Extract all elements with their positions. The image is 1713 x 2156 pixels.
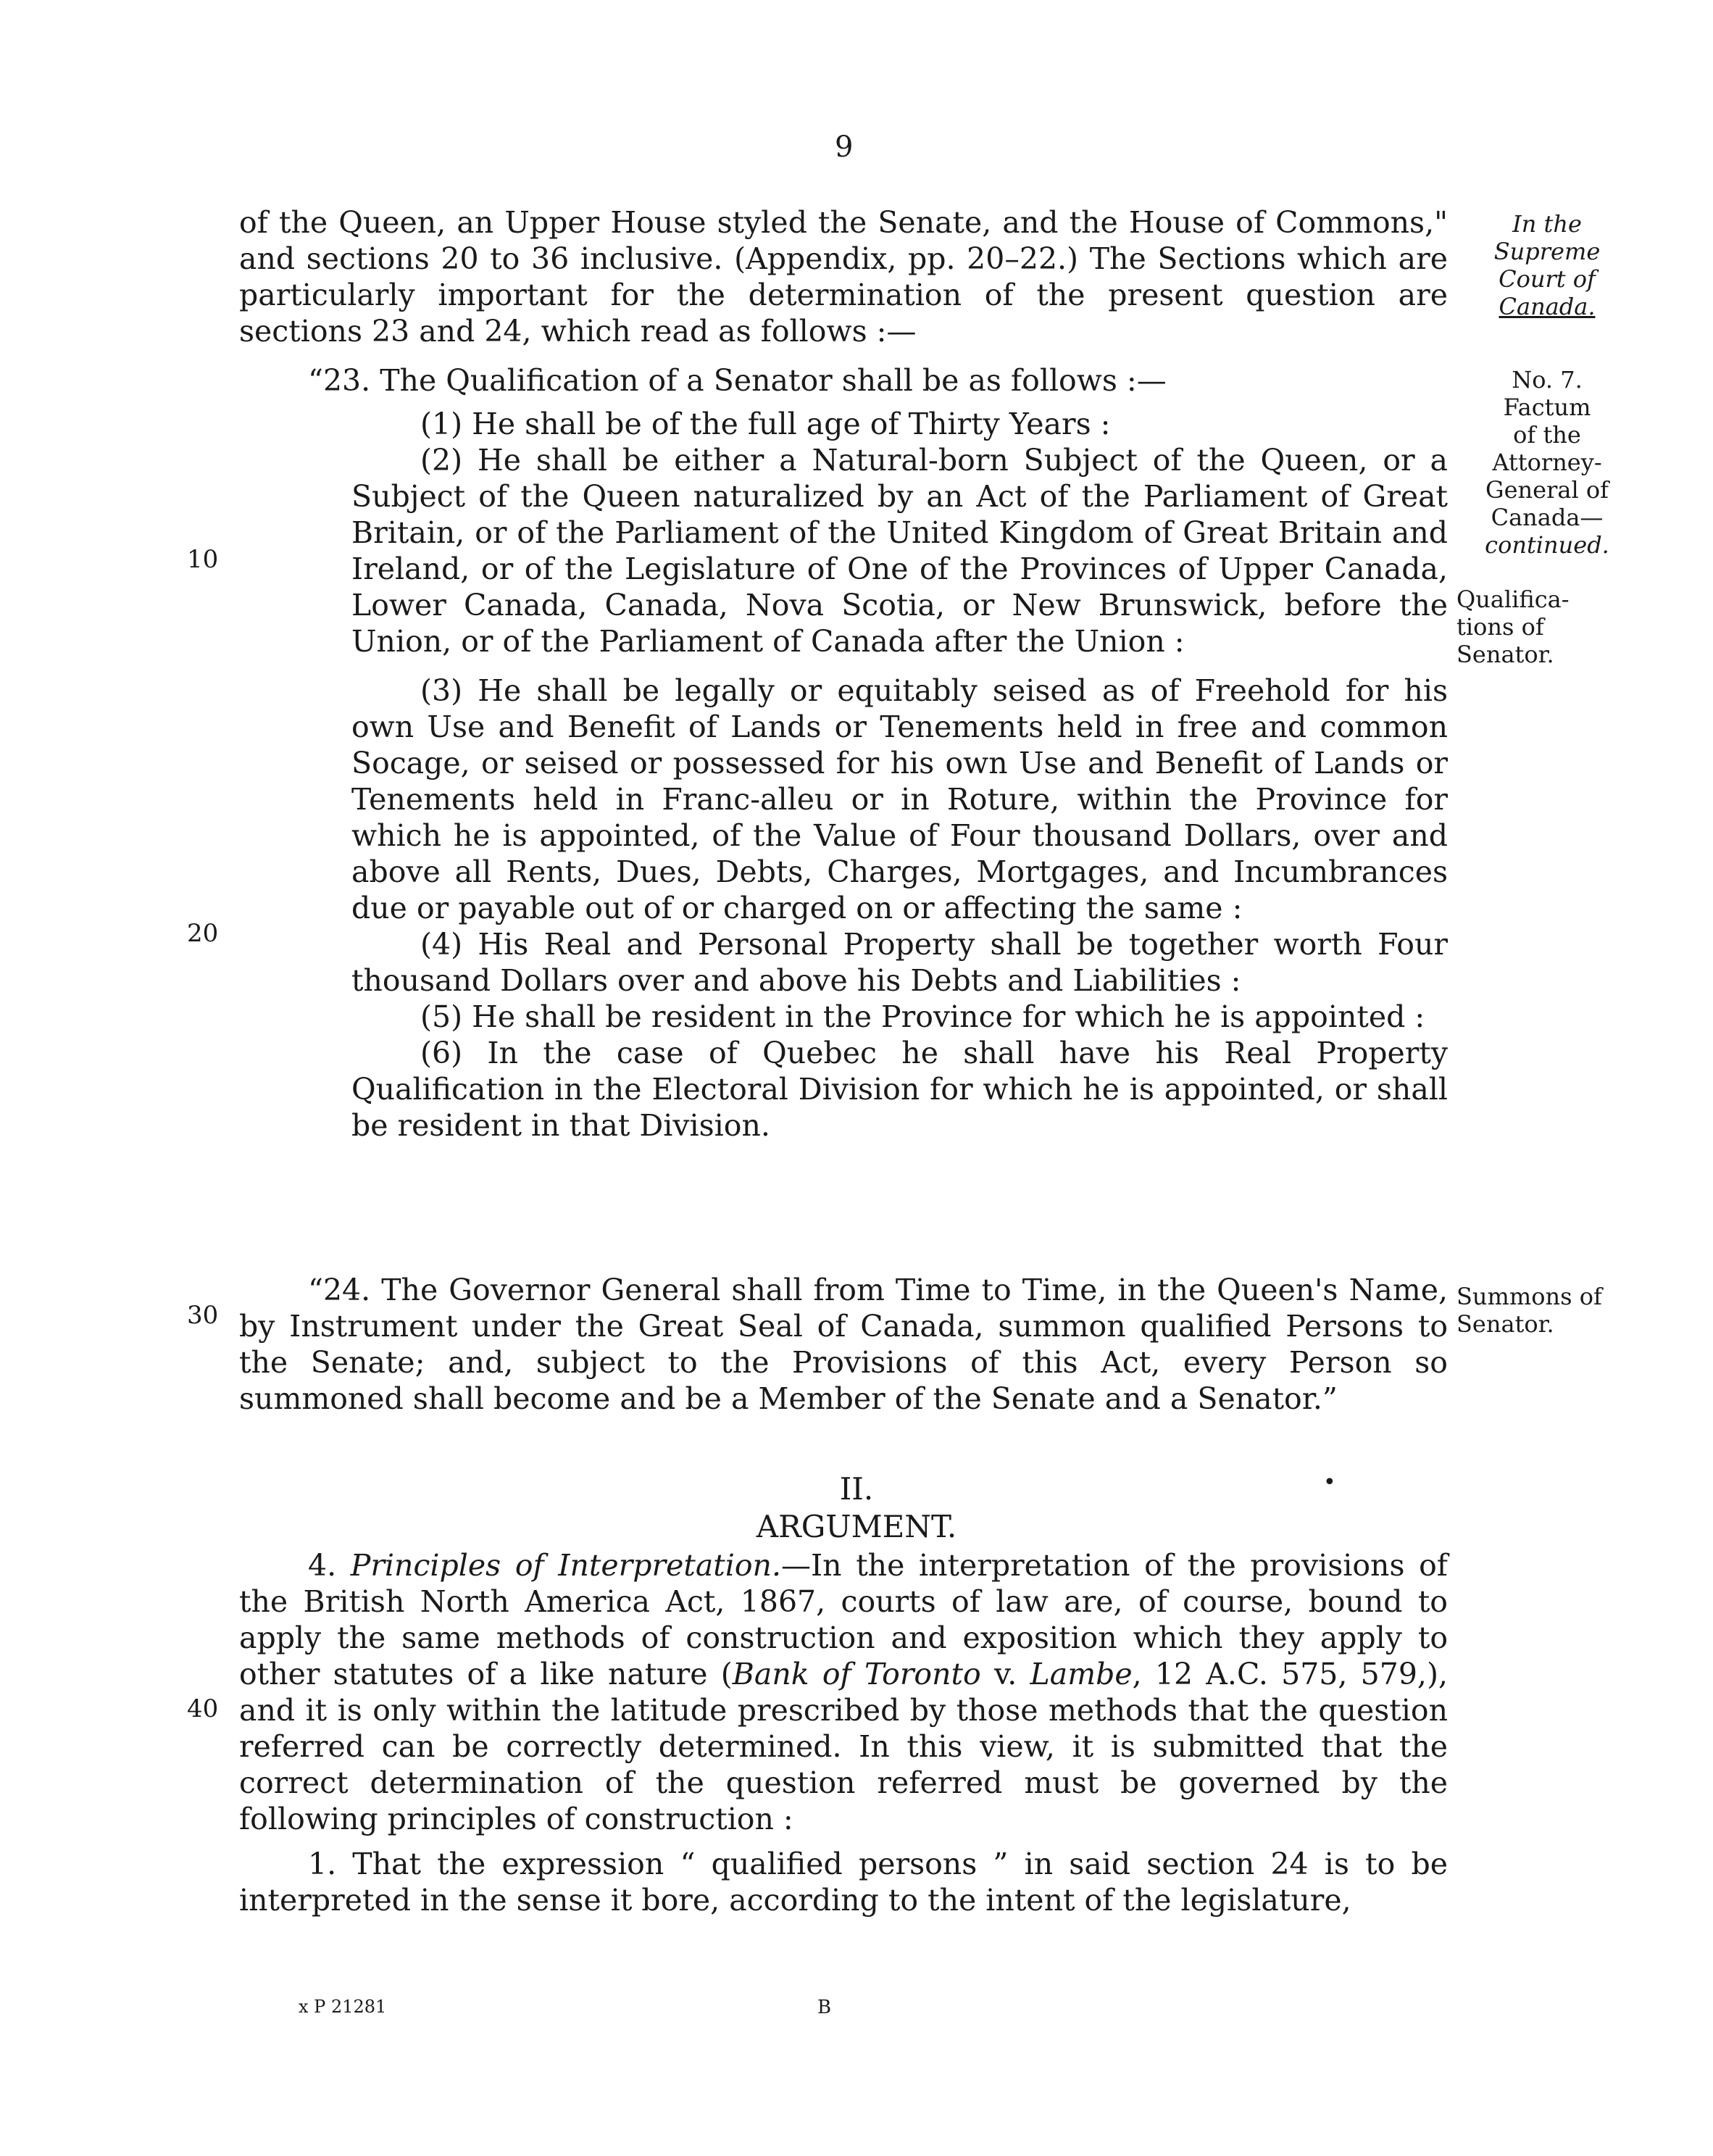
section-24-text: “24. The Governor General shall from Time to Time, in the Queen's Name, by Instrument under the Great Seal of Canada, summon qualified Persons to the Senate; and, subject to the Provisions of this Act, every Person so summoned shall become and be a Member of the Senate and a Senator.” xyxy=(239,1273,1448,1416)
side-note-document xyxy=(1475,366,1620,559)
side-note-line: Senator. xyxy=(1456,641,1554,668)
side-note-line: Court of xyxy=(1499,265,1596,293)
side-note-summons xyxy=(1456,1283,1645,1338)
side-note-line: Supreme xyxy=(1493,238,1601,265)
intro-text: of the Queen, an Upper House styled the Senate, and the House of Commons," and sections 20 to 36 inclusive. (Appendix, pp. 20–22.) The Sections which are particularly important for the determination of the present question are sections 23 and 24, which read as follows :— xyxy=(239,205,1448,349)
side-note-court xyxy=(1475,210,1620,320)
side-note-line: Qualifica- xyxy=(1456,586,1570,613)
paragraph-4 xyxy=(239,1547,1448,1918)
line-number-40: 40 xyxy=(187,1694,219,1723)
part-number: II. xyxy=(839,1471,874,1507)
side-note-line: No. 7. xyxy=(1512,366,1583,394)
paragraph-title: Principles of Interpretation. xyxy=(350,1548,781,1583)
section-23-lead xyxy=(239,362,1448,399)
argument-heading: ARGUMENT. xyxy=(756,1509,957,1544)
case-versus: v. xyxy=(980,1657,1030,1691)
side-note-line: Senator. xyxy=(1456,1310,1554,1338)
side-note-line: General of xyxy=(1485,476,1609,504)
paragraph-text-start: —In the interpretation of the provisions of the British North America Act, 1867, courts of law are, of course, bound to apply the same methods of construction and exposition which they apply to other statutes of a like nature ( xyxy=(239,1548,1448,1691)
page-number: 9 xyxy=(835,130,854,164)
line-number-10: 10 xyxy=(187,545,219,574)
side-note-line: Factum xyxy=(1503,394,1591,421)
print-code: x P 21281 xyxy=(299,1997,387,2017)
stray-mark: • xyxy=(1323,1470,1336,1495)
intro-paragraph xyxy=(239,204,1448,349)
principles-paragraph xyxy=(239,1547,1448,1837)
qualification-1: (1) He shall be of the full age of Thirty Years : xyxy=(420,407,1111,441)
qualification-6: (6) In the case of Quebec he shall have his Real Property Qualification in the Electoral Division for which he is appointed, or shall be resident in that Division. xyxy=(351,1036,1448,1143)
signature-mark: B xyxy=(817,1997,832,2018)
qualification-4: (4) His Real and Personal Property shall be together worth Four thousand Dollars over and above his Debts and Liabilities : xyxy=(351,927,1448,998)
side-note-line: In the xyxy=(1512,210,1582,238)
side-note-line: continued. xyxy=(1485,531,1609,559)
case-name-lambe: Lambe xyxy=(1030,1657,1133,1691)
qualification-5: (5) He shall be resident in the Province for which he is appointed : xyxy=(420,999,1425,1034)
side-note-line: of the xyxy=(1513,421,1581,449)
qualification-3: (3) He shall be legally or equitably seised as of Freehold for his own Use and Benefit of Lands or Tenements held in free and common Socage, or seised or possessed for his own Use and Benefit of Lands or Tenements held in Franc-alleu or in Roture, within the Province for which he is appointed, of the Value of Four thousand Dollars, over and above all Rents, Dues, Debts, Charges, Mortgages, and Incumbrances due or payable out of or charged on or affecting the same : xyxy=(351,673,1448,925)
side-note-line: Attorney- xyxy=(1492,449,1602,476)
case-name-bank: Bank of Toronto xyxy=(732,1657,981,1691)
section-24 xyxy=(239,1272,1448,1417)
side-note-line: Summons of xyxy=(1456,1283,1602,1310)
section-23-heading: “23. The Qualification of a Senator shall be as follows :— xyxy=(308,363,1167,398)
qualification-2: (2) He shall be either a Natural-born Subject of the Queen, or a Subject of the Queen naturalized by an Act of the Parliament of Great Britain, or of the Parliament of the United Kingdom of Great Britain and Ireland, or of the Legislature of One of the Provinces of Upper Canada, Lower Canada, Canada, Nova Scotia, or New Brunswick, before the Union, or of the Parliament of Canada after the Union : xyxy=(351,443,1448,659)
paragraph-number: 4. xyxy=(308,1548,337,1583)
paragraph-text-end: , 12 A.C. 575, 579,), and it is only within the latitude prescribed by those methods that the question referred can be correctly determined. In this view, it is submitted that the correct determination of the question referred must be governed by the following principles of construction : xyxy=(239,1657,1448,1836)
side-note-line: Canada. xyxy=(1499,293,1596,320)
side-note-qualifications xyxy=(1456,586,1645,668)
section-23-items xyxy=(351,406,1448,1144)
side-note-line: tions of xyxy=(1456,613,1544,641)
line-number-30: 30 xyxy=(187,1301,219,1330)
side-note-line: Canada— xyxy=(1491,504,1604,531)
principle-1: 1. That the expression “ qualified persons ” in said section 24 is to be interpreted in the sense it bore, according to the intent of the legislature, xyxy=(239,1847,1448,1918)
line-number-20: 20 xyxy=(187,919,219,948)
